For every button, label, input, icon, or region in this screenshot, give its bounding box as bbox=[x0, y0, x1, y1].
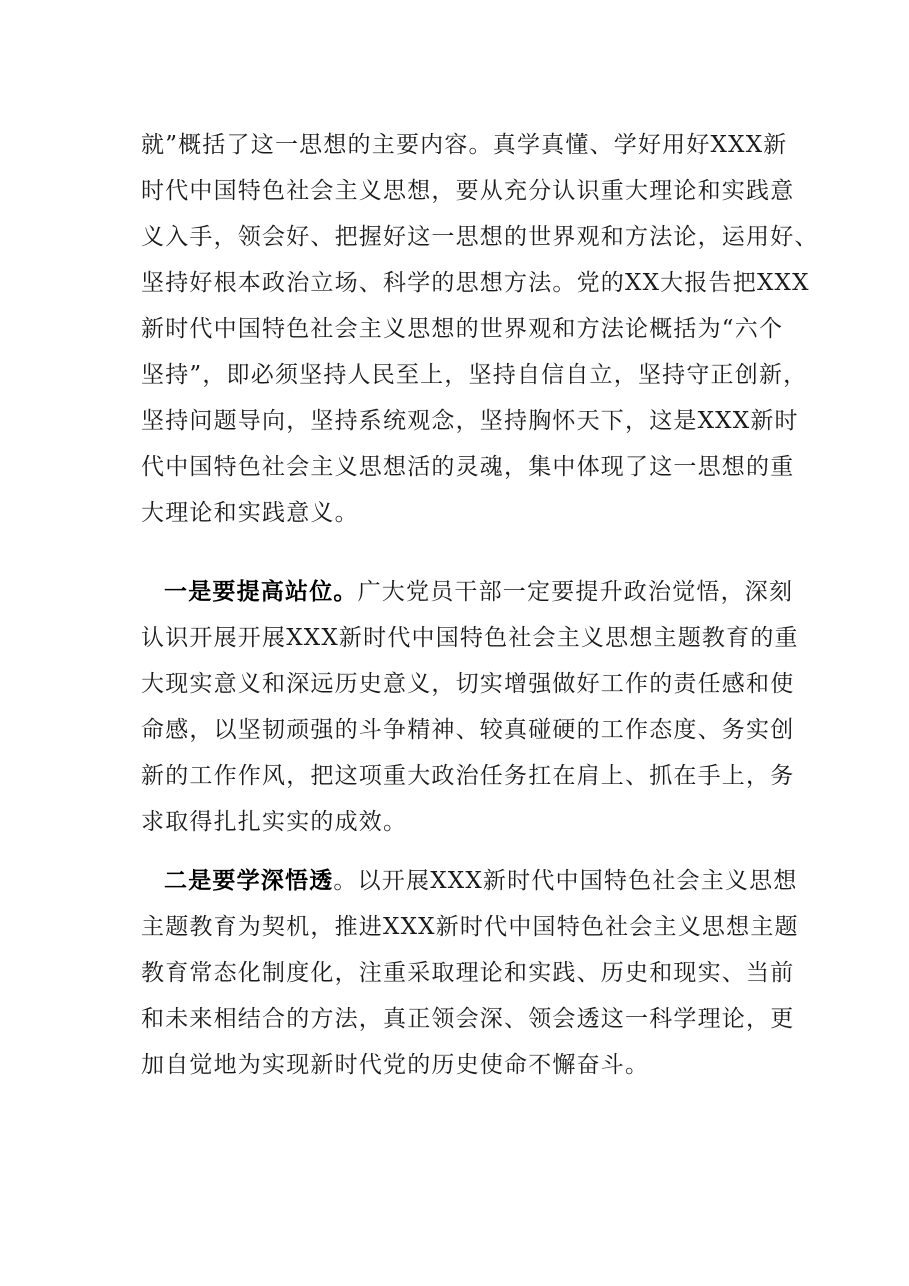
paragraph-line: 命感，以坚韧顽强的斗争精神、较真碰硬的工作态度、务实创 bbox=[141, 717, 795, 743]
paragraph-first-line bbox=[141, 858, 798, 904]
paragraph-line: 大理论和实践意义。 bbox=[141, 500, 359, 526]
paragraph-deep-study bbox=[141, 858, 799, 1088]
paragraph-line: 新时代中国特色社会主义思想的世界观和方法论概括为“六个 bbox=[141, 316, 784, 342]
paragraph-line: 坚持问题导向，坚持系统观念，坚持胸怀天下，这是XXX新时 bbox=[141, 408, 799, 434]
paragraph-line: 就”概括了这一思想的主要内容。真学真懂、学好用好XXX新 bbox=[141, 132, 788, 158]
paragraph-line: 求取得扎扎实实的成效。 bbox=[141, 809, 408, 835]
paragraph-line: 大现实意义和深远历史意义，切实增强做好工作的责任感和使 bbox=[141, 671, 795, 697]
paragraph-line: 义入手，领会好、把握好这一思想的世界观和方法论，运用好、 bbox=[141, 224, 819, 250]
paragraph-line: 和未来相结合的方法，真正领会深、领会透这一科学理论，更 bbox=[141, 1006, 795, 1032]
paragraph-raise-standing bbox=[141, 569, 799, 845]
paragraph-line: 代中国特色社会主义思想活的灵魂，集中体现了这一思想的重 bbox=[141, 454, 795, 480]
paragraph-line: 加自觉地为实现新时代党的历史使命不懈奋斗。 bbox=[141, 1052, 650, 1078]
paragraph-lead-heading: 一是要提高站位。 bbox=[164, 578, 358, 605]
paragraph-line: 坚持”，即必须坚持人民至上，坚持自信自立，坚持守正创新， bbox=[141, 362, 808, 388]
paragraph-line: 新的工作作风，把这项重大政治任务扛在肩上、抓在手上，务 bbox=[141, 763, 795, 789]
paragraph-line: 时代中国特色社会主义思想，要从充分认识重大理论和实践意 bbox=[141, 178, 795, 204]
paragraph-first-line-text: 。以开展XXX新时代中国特色社会主义思想 bbox=[333, 868, 798, 894]
paragraph-line: 认识开展开展XXX新时代中国特色社会主义思想主题教育的重 bbox=[141, 625, 799, 651]
paragraph-line: 教育常态化制度化，注重采取理论和实践、历史和现实、当前 bbox=[141, 960, 795, 986]
paragraph-first-line bbox=[141, 569, 794, 615]
paragraph-theory-overview bbox=[141, 122, 819, 536]
paragraph-line: 主题教育为契机，推进XXX新时代中国特色社会主义思想主题 bbox=[141, 914, 799, 940]
paragraph-lead-heading: 二是要学深悟透 bbox=[164, 867, 334, 894]
paragraph-first-line-text: 广大党员干部一定要提升政治觉悟，深刻 bbox=[357, 579, 794, 605]
paragraph-line: 坚持好根本政治立场、科学的思想方法。党的XX大报告把XXX bbox=[141, 270, 810, 296]
